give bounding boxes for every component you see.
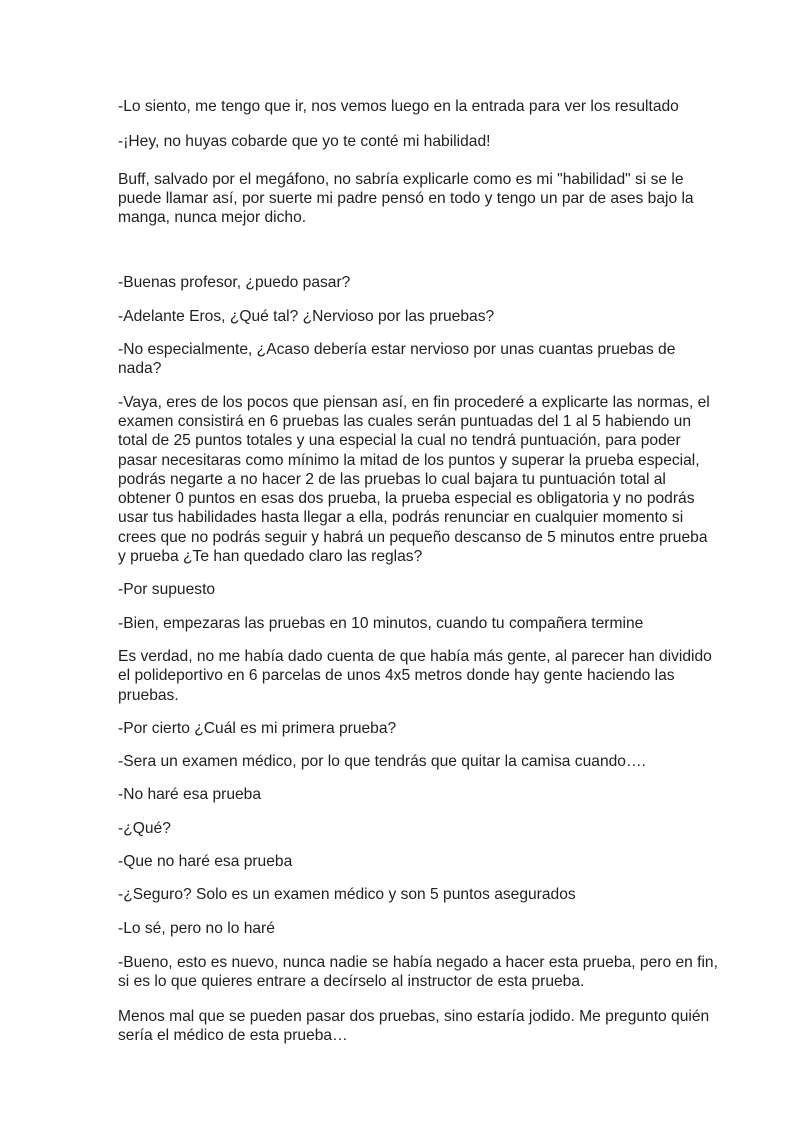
paragraph: -Por cierto ¿Cuál es mi primera prueba?: [118, 719, 397, 737]
paragraph: Es verdad, no me había dado cuenta de que había más gente, al parecer han dividido el polideportivo en 6 parcelas de unos 4x5 metros donde hay gente haciendo las pruebas.: [118, 647, 712, 704]
paragraph: -Que no haré esa prueba: [118, 853, 293, 871]
paragraph: Menos mal que se pueden pasar dos pruebas, sino estaría jodido. Me pregunto quién sería el médico de esta prueba…: [118, 1007, 710, 1044]
paragraph: -Por supuesto: [118, 581, 216, 599]
paragraph: -Bueno, esto es nuevo, nunca nadie se había negado a hacer esta prueba, pero en fin, si es lo que quieres entrare a decírselo al instructor de esta prueba.: [118, 953, 718, 991]
paragraph: -Vaya, eres de los pocos que piensan así, en fin procederé a explicarte las normas, el examen consistirá en 6 pruebas las cuales serán puntuadas del 1 al 5 habiendo un total de 25 puntos totales y una especial la cual no tendrá puntuación, para poder pasar necesitaras como mínimo la mitad de los puntos y superar la prueba especial, podrás negarte a no hacer 2 de las pruebas lo cual bajara tu puntuación total al obtener 0 puntos en esas dos prueba, la prueba especial es obligatoria y no podrás usar tus habilidades hasta llegar a ella, podrás renunciar en cualquier momento si crees que no podrás seguir y habrá un pequeño descanso de 5 minutos entre prueba y prueba ¿Te han quedado claro las reglas?: [118, 393, 710, 566]
paragraph: -Sera un examen médico, por lo que tendrás que quitar la camisa cuando….: [118, 753, 646, 771]
paragraph: -Buenas profesor, ¿puedo pasar?: [118, 274, 351, 292]
paragraph: Buff, salvado por el megáfono, no sabría explicarle como es mi "habilidad" si se le puede llamar así, por suerte mi padre pensó en todo y tengo un par de ases bajo la manga, nunca mejor dicho.: [118, 170, 694, 227]
paragraph: -Lo siento, me tengo que ir, nos vemos luego en la entrada para ver los resultado: [118, 98, 679, 115]
paragraph: -No especialmente, ¿Acaso debería estar nervioso por unas cuantas pruebas de nada?: [118, 341, 676, 378]
paragraph: -¿Seguro? Solo es un examen médico y son 5 puntos asegurados: [118, 886, 576, 904]
paragraph: -¿Qué?: [118, 819, 171, 837]
paragraph: -No haré esa prueba: [118, 786, 262, 804]
document-page: [118, 97, 718, 1045]
paragraph: -¡Hey, no huyas cobarde que yo te conté mi habilidad!: [118, 133, 491, 151]
paragraph: -Bien, empezaras las pruebas en 10 minutos, cuando tu compañera termine: [118, 614, 644, 632]
paragraph: -Adelante Eros, ¿Qué tal? ¿Nervioso por las pruebas?: [118, 307, 495, 325]
paragraph: -Lo sé, pero no lo haré: [118, 919, 275, 937]
